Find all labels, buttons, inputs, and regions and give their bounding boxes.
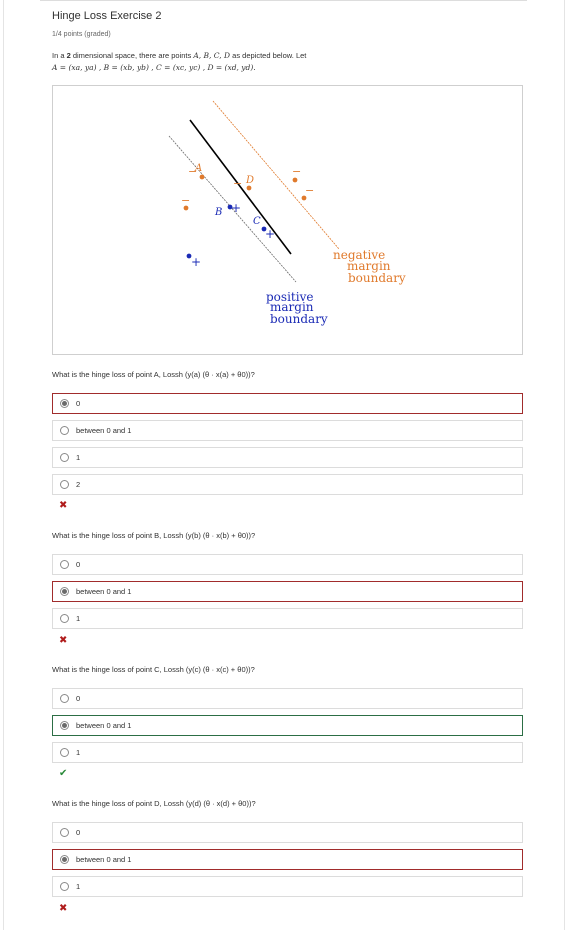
top-divider [40, 0, 527, 1]
q4-option-1[interactable] [52, 849, 523, 870]
q1-option-0-label: 0 [76, 399, 81, 408]
q2-option-1-label: between 0 and 1 [76, 587, 132, 596]
negative-label-2: margin [347, 259, 391, 273]
q2-radio-2[interactable] [60, 614, 69, 623]
q3-option-2-label: 1 [76, 748, 81, 757]
q1-radio-2[interactable] [60, 453, 69, 462]
intro-dimension: 2 [66, 51, 71, 60]
positive-label-3: boundary [270, 312, 328, 326]
intro-middle: dimensional space, there are points [70, 51, 194, 60]
point-d [247, 186, 252, 191]
q1-option-1-label: between 0 and 1 [76, 426, 132, 435]
q2-incorrect-icon: ✖ [59, 635, 68, 646]
intro-point-definitions: A = (xa, ya) , B = (xb, yb) , C = (xc, yc) , D = (xd, yd). [52, 63, 256, 72]
q4-radio-2[interactable] [60, 882, 69, 891]
label-b: B [215, 207, 223, 218]
q3-correct-icon: ✔ [59, 768, 68, 779]
question-a-prompt: What is the hinge loss of point A, Lossh (y(a) (θ · x(a) + θ0))? [52, 370, 255, 379]
q3-option-0-label: 0 [76, 694, 81, 703]
svm-figure [52, 85, 523, 355]
sign-pos-left: + [191, 255, 202, 269]
q4-option-1-label: between 0 and 1 [76, 855, 132, 864]
q1-option-2-label: 1 [76, 453, 81, 462]
q2-option-2-label: 1 [76, 614, 81, 623]
q1-incorrect-icon: ✖ [59, 500, 68, 511]
sign-c: + [265, 227, 276, 241]
problem-title: Hinge Loss Exercise 2 [52, 10, 162, 22]
sign-d: − [233, 177, 243, 190]
q4-incorrect-icon: ✖ [59, 903, 68, 914]
positive-label-2: margin [270, 300, 314, 314]
intro-prefix: In a [52, 51, 67, 60]
intro-suffix: as depicted below. Let [230, 51, 307, 60]
question-d-prompt: What is the hinge loss of point D, Lossh (y(d) (θ · x(d) + θ0))? [52, 799, 256, 808]
point-a [200, 175, 205, 180]
negative-label-3: boundary [348, 271, 406, 285]
q3-radio-2[interactable] [60, 748, 69, 757]
q4-option-2[interactable] [52, 876, 523, 897]
q3-option-2[interactable] [52, 742, 523, 763]
q3-radio-1[interactable] [60, 721, 69, 730]
q2-option-0[interactable] [52, 554, 523, 575]
label-d: D [246, 175, 255, 186]
intro-point-names: A, B, C, D [193, 51, 231, 60]
negative-label-1: negative [333, 248, 386, 262]
label-a: A [195, 163, 203, 174]
q4-radio-1[interactable] [60, 855, 69, 864]
q4-option-0-label: 0 [76, 828, 81, 837]
label-c: C [253, 216, 261, 227]
q2-radio-1[interactable] [60, 587, 69, 596]
svm-diagram [53, 86, 522, 354]
q1-option-3[interactable] [52, 474, 523, 495]
q1-option-1[interactable] [52, 420, 523, 441]
sign-neg-right-2: − [305, 184, 315, 197]
q2-option-1[interactable] [52, 581, 523, 602]
q3-option-1[interactable] [52, 715, 523, 736]
sign-b: + [231, 201, 242, 215]
q2-option-2[interactable] [52, 608, 523, 629]
sign-neg-right-1: − [292, 165, 302, 178]
points-graded: 1/4 points (graded) [52, 31, 111, 38]
sign-neg-left: − [181, 194, 191, 207]
q1-radio-1[interactable] [60, 426, 69, 435]
q1-option-2[interactable] [52, 447, 523, 468]
negative-point-right-1 [293, 178, 298, 183]
q1-option-3-label: 2 [76, 480, 81, 489]
q1-radio-0[interactable] [60, 399, 69, 408]
q4-radio-0[interactable] [60, 828, 69, 837]
q2-option-0-label: 0 [76, 560, 81, 569]
positive-label-1: positive [266, 290, 314, 304]
q3-radio-0[interactable] [60, 694, 69, 703]
q3-option-0[interactable] [52, 688, 523, 709]
problem-intro [52, 50, 522, 74]
q4-option-0[interactable] [52, 822, 523, 843]
question-b-prompt: What is the hinge loss of point B, Lossh (y(b) (θ · x(b) + θ0))? [52, 531, 256, 540]
sign-a: − [188, 165, 198, 178]
q3-option-1-label: between 0 and 1 [76, 721, 132, 730]
q1-option-0[interactable] [52, 393, 523, 414]
question-c-prompt: What is the hinge loss of point C, Lossh (y(c) (θ · x(c) + θ0))? [52, 665, 255, 674]
q2-radio-0[interactable] [60, 560, 69, 569]
q4-option-2-label: 1 [76, 882, 81, 891]
q1-radio-3[interactable] [60, 480, 69, 489]
